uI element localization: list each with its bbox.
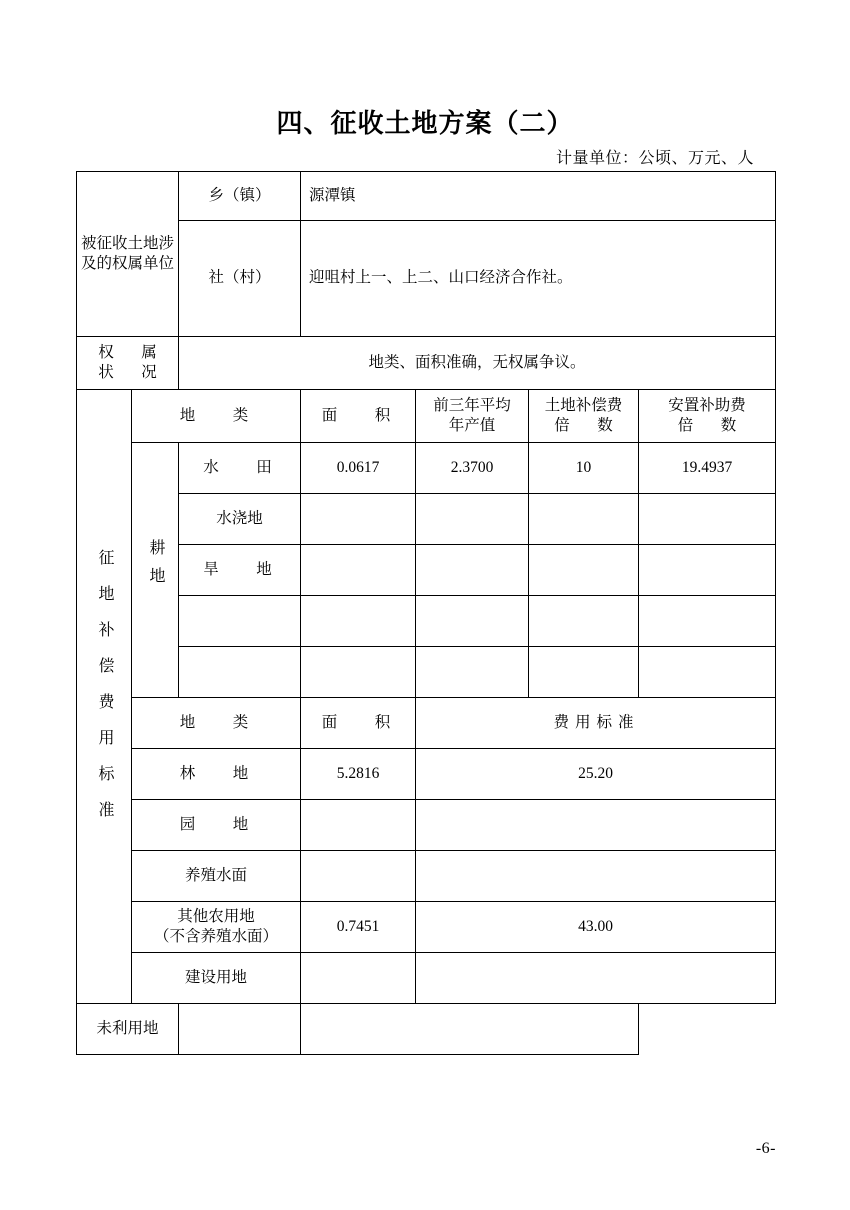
table-row-cultivated-3: [77, 596, 776, 647]
header-avg-yield-line1: 前三年平均: [433, 396, 511, 414]
other-area-2: [301, 851, 416, 902]
cultivated-area-1: [301, 494, 416, 545]
header-fee-standard: 费用标准: [553, 713, 640, 731]
header-resettlement-line1: 安置补助费: [668, 396, 746, 414]
table-header-row-cultivated: [77, 390, 776, 443]
ownership-status-label-line1: 权 属: [98, 343, 163, 361]
village-value: 迎咀村上一、上二、山口经济合作社。: [309, 269, 573, 287]
cultivated-land-comp-0: 10: [529, 443, 639, 494]
village-label-cell: [179, 221, 301, 337]
cultivated-name-text-4: [179, 669, 300, 675]
other-area-0: 5.2816: [301, 749, 416, 800]
other-name-0: [132, 749, 301, 800]
other-area-4: [301, 953, 416, 1004]
other-name-3: [132, 902, 301, 953]
other-name-text-1: 园 地: [179, 815, 260, 833]
cultivated-land-comp-3: [529, 596, 639, 647]
ownership-status-value: 地类、面积准确，无权属争议。: [368, 353, 586, 371]
header-resettlement-line2: 倍 数: [677, 417, 743, 434]
cultivated-area-2: [301, 545, 416, 596]
other-fee-2: [416, 851, 776, 902]
header-avg-yield-line2: 年产值: [448, 417, 496, 434]
cultivated-avg-yield-3: [416, 596, 529, 647]
header-area-cell-2: [301, 698, 416, 749]
table-row-other-4: [77, 953, 776, 1004]
cultivated-land-comp-4: [529, 647, 639, 698]
other-name-2: [132, 851, 301, 902]
table-row-cultivated-4: [77, 647, 776, 698]
township-value-cell: [301, 172, 776, 221]
table-row-cultivated-1: [77, 494, 776, 545]
cultivated-resettle-0: 19.4937: [639, 443, 776, 494]
other-name-subtext-3: （不含养殖水面）: [154, 928, 279, 945]
cultivated-name-0: [179, 443, 301, 494]
header-land-type-1: 地 类: [179, 406, 260, 424]
cultivated-avg-yield-1: [416, 494, 529, 545]
cultivated-avg-yield-0: 2.3700: [416, 443, 529, 494]
header-resettlement-cell: [639, 390, 776, 443]
header-avg-yield-cell: [416, 390, 529, 443]
cultivated-name-4: [179, 647, 301, 698]
cultivated-name-text-3: [179, 618, 300, 624]
cultivated-land-comp-1: [529, 494, 639, 545]
header-land-compensation-line1: 土地补偿费: [544, 396, 623, 414]
township-value: 源潭镇: [309, 186, 356, 204]
header-area-2: 面 积: [321, 713, 402, 731]
header-land-compensation-cell: [529, 390, 639, 443]
table-row-township: [77, 172, 776, 221]
other-fee-0: 25.20: [416, 749, 776, 800]
cultivated-name-2: [179, 545, 301, 596]
cultivated-name-text-0: 水 田: [203, 458, 283, 476]
cultivated-resettle-1: [639, 494, 776, 545]
cultivated-area-4: [301, 647, 416, 698]
table-row-cultivated-2: [77, 545, 776, 596]
other-name-4: [132, 953, 301, 1004]
compensation-rail-label-cell: [77, 390, 132, 1004]
table-header-row-other: [77, 698, 776, 749]
other-area-3: 0.7451: [301, 902, 416, 953]
cultivated-name-1: [179, 494, 301, 545]
ownership-unit-label-cell: [77, 172, 179, 337]
page-title: 四、征收土地方案（二）: [276, 109, 574, 138]
page-number: -6-: [755, 1140, 776, 1157]
table-row-ownership-status: [77, 337, 776, 390]
other-fee-5: [301, 1004, 639, 1055]
header-fee-standard-cell: [416, 698, 776, 749]
township-label: 乡（镇）: [208, 186, 271, 204]
cultivated-land-comp-2: [529, 545, 639, 596]
other-area-5: [179, 1004, 301, 1055]
village-label: 社（村）: [208, 269, 271, 287]
cultivated-avg-yield-4: [416, 647, 529, 698]
ownership-status-label-line2: 状 况: [98, 364, 163, 381]
land-acquisition-table: [76, 171, 776, 1055]
other-name-5: [77, 1004, 179, 1055]
table-row-other-3: [77, 902, 776, 953]
cultivated-name-text-2: 旱 地: [203, 560, 283, 578]
table-row-village: [77, 221, 776, 337]
ownership-status-label-cell: [77, 337, 179, 390]
cultivated-area-0: 0.0617: [301, 443, 416, 494]
table-row-other-5: [77, 1004, 776, 1055]
header-land-type-cell-2: [132, 698, 301, 749]
other-fee-4: [416, 953, 776, 1004]
ownership-unit-label: 被征收土地涉及的权属单位: [81, 234, 175, 272]
measurement-unit-note: 计量单位：公顷、万元、人: [555, 150, 754, 167]
cultivated-name-text-1: 水浇地: [216, 509, 263, 527]
other-name-text-2: 养殖水面: [185, 866, 248, 884]
cultivated-avg-yield-2: [416, 545, 529, 596]
table-row-other-0: [77, 749, 776, 800]
header-land-type-cell-1: [132, 390, 301, 443]
other-fee-3: 43.00: [416, 902, 776, 953]
header-area-cell-1: [301, 390, 416, 443]
other-fee-1: [416, 800, 776, 851]
cultivated-name-3: [179, 596, 301, 647]
other-name-text-0: 林 地: [179, 764, 260, 782]
ownership-status-value-cell: [179, 337, 776, 390]
header-area-1: 面 积: [321, 406, 402, 424]
cultivated-resettle-3: [639, 596, 776, 647]
cultivated-resettle-2: [639, 545, 776, 596]
other-name-text-3: 其他农用地: [177, 907, 255, 925]
cultivated-label: 耕地: [147, 538, 164, 595]
header-land-compensation-line2: 倍 数: [554, 417, 619, 434]
table-row-cultivated-0: [77, 443, 776, 494]
cultivated-area-3: [301, 596, 416, 647]
cultivated-label-cell: [132, 443, 179, 698]
other-name-text-4: 建设用地: [185, 968, 248, 986]
village-value-cell: [301, 221, 776, 337]
cultivated-resettle-4: [639, 647, 776, 698]
table-row-other-2: [77, 851, 776, 902]
header-land-type-2: 地 类: [179, 713, 260, 731]
compensation-rail-label: 征地补偿费用标准: [96, 549, 113, 838]
township-label-cell: [179, 172, 301, 221]
other-name-text-5: 未利用地: [96, 1019, 159, 1037]
other-area-1: [301, 800, 416, 851]
other-name-1: [132, 800, 301, 851]
table-row-other-1: [77, 800, 776, 851]
